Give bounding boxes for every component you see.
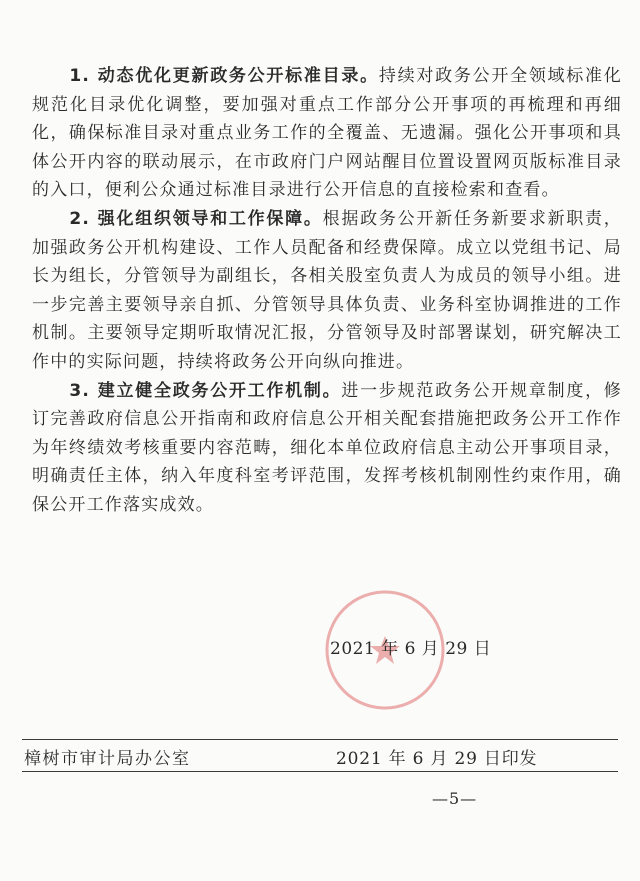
paragraph-2-heading: 2. 强化组织领导和工作保障。 bbox=[69, 208, 323, 229]
print-date: 2021 年 6 月 29 日印发 bbox=[336, 749, 538, 769]
page-number: —5— bbox=[432, 789, 478, 808]
paragraph-3-text: 进一步规范政务公开规章制度，修订完善政府信息公开指南和政府信息公开相关配套措施把政务公开工作作为年终绩效考核重要内容范畴，细化本单位政府信息主动公开事项目录，明确责任主体，纳入年度科室考评范围，发挥考核机制刚性约束作用，确保公开工作落实成效。 bbox=[32, 380, 623, 515]
paragraph-2-text: 根据政务公开新任务新要求新职责，加强政务公开机构建设、工作人员配备和经费保障。成立以党组书记、局长为组长，分管领导为副组长，各相关股室负责人为成员的领导小组。进一步完善主要领导亲自抓、分管领导具体负责、业务科室协调推进的工作机制。主要领导定期听取情况汇报，分管领导及时部署谋划，研究解决工作中的实际问题，持续将政务公开向纵向推进。 bbox=[32, 208, 622, 372]
issuing-office: 樟树市审计局办公室 bbox=[24, 749, 191, 769]
footer-bottom-rule bbox=[22, 771, 618, 772]
document-body bbox=[32, 62, 622, 520]
paragraph-1-text: 持续对政务公开全领域标准化规范化目录优化调整，要加强对重点工作部分公开事项的再梳理和再细化，确保标准目录对重点业务工作的全覆盖、无遗漏。强化公开事项和具体公开内容的联动展示，在市政府门户网站醒目位置设置网页版标准目录的入口，便利公众通过标准目录进行公开信息的直接检索和查看。 bbox=[32, 66, 622, 201]
paragraph-3-heading: 3. 建立健全政务公开工作机制。 bbox=[69, 380, 342, 401]
paragraph-1-heading: 1. 动态优化更新政务公开标准目录。 bbox=[69, 66, 379, 86]
footer-top-rule bbox=[22, 739, 618, 740]
paragraph-1 bbox=[32, 62, 622, 205]
signature-date: 2021 年 6 月 29 日 bbox=[330, 639, 492, 659]
paragraph-2 bbox=[32, 205, 622, 377]
paragraph-3 bbox=[32, 377, 622, 520]
